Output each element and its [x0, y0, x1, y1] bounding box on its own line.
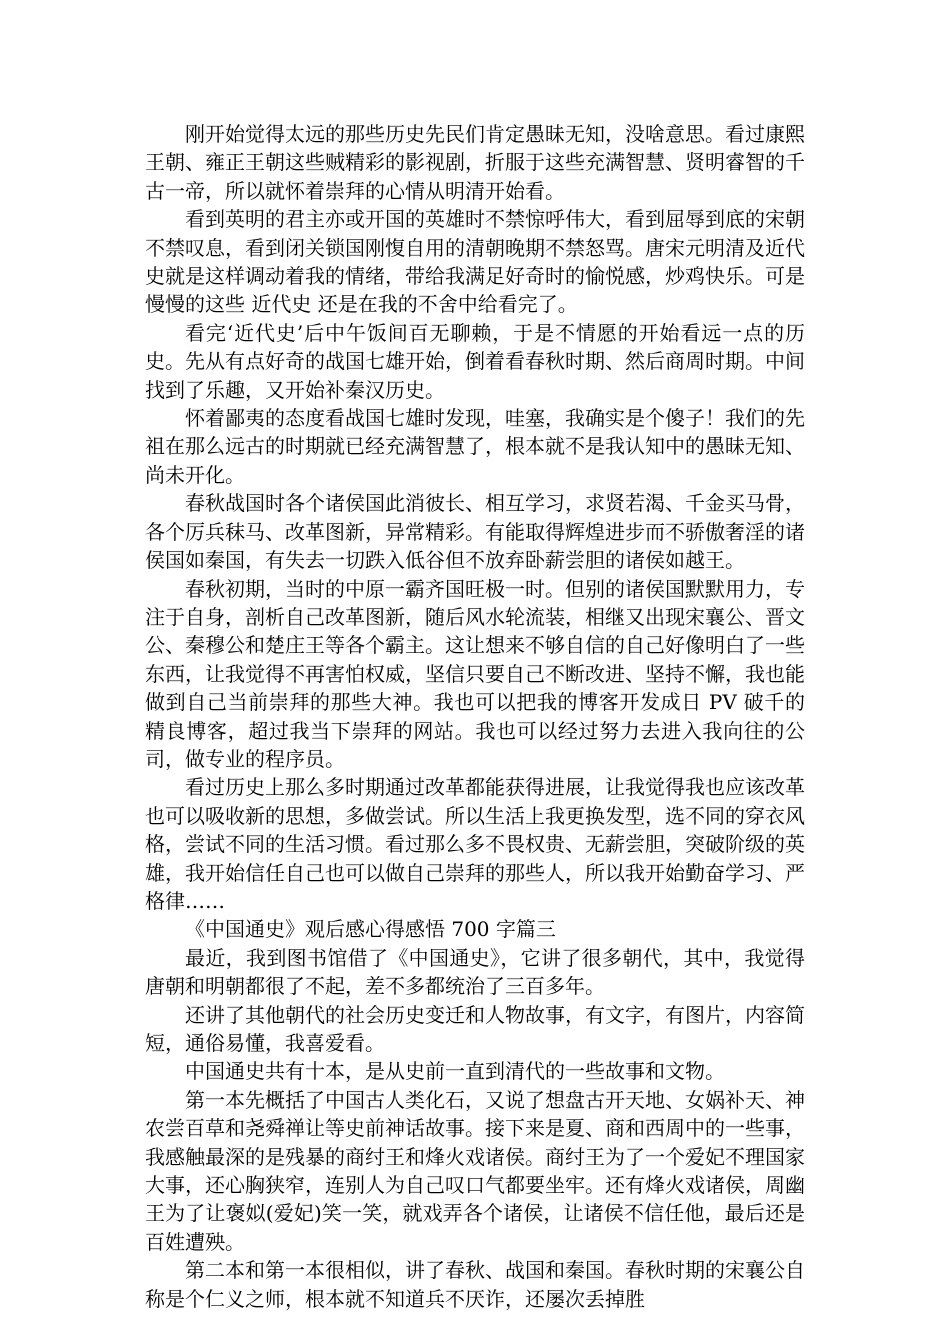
paragraph: 还讲了其他朝代的社会历史变迁和人物故事，有文字，有图片，内容简短，通俗易懂，我喜爱看。	[145, 1002, 805, 1055]
paragraph: 第二本和第一本很相似，讲了春秋、战国和秦国。春秋时期的宋襄公自称是个仁义之师，根本就不知道兵不厌诈，还屡次丢掉胜	[145, 1258, 805, 1311]
paragraph: 看完‘近代史’后中午饭间百无聊赖，于是不情愿的开始看远一点的历史。先从有点好奇的战国七雄开始，倒着看春秋时期、然后商周时期。中间找到了乐趣，又开始补秦汉历史。	[145, 320, 805, 402]
paragraph: 看到英明的君主亦或开国的英雄时不禁惊呼伟大，看到屈辱到底的宋朝不禁叹息，看到闭关锁国刚愎自用的清朝晚期不禁怒骂。唐宋元明清及近代史就是这样调动着我的情绪，带给我满足好奇时的愉悦感，炒鸡快乐。可是慢慢的这些 近代史 还是在我的不舍中给看完了。	[145, 207, 805, 317]
paragraph: 看过历史上那么多时期通过改革都能获得进展，让我觉得我也应该改革也可以吸收新的思想，多做尝试。所以生活上我更换发型，选不同的穿衣风格，尝试不同的生活习惯。看过那么多不畏权贵、无薪尝胆，突破阶级的英雄，我开始信任自己也可以做自己崇拜的那些人，所以我开始勤奋学习、严格律……	[145, 775, 805, 913]
paragraph: 春秋战国时各个诸侯国此消彼长、相互学习，求贤若渴、千金买马骨，各个厉兵秣马、改革图新，异常精彩。有能取得辉煌进步而不骄傲奢淫的诸侯国如秦国，有失去一切跌入低谷但不放弃卧薪尝胆的诸侯如越王。	[145, 491, 805, 573]
paragraph: 第一本先概括了中国古人类化石，又说了想盘古开天地、女娲补天、神农尝百草和尧舜禅让等史前神话故事。接下来是夏、商和西周中的一些事，我感触最深的是残暴的商纣王和烽火戏诸侯。商纣王为了一个爱妃不理国家大事，还心胸狭窄，连别人为自己叹口气都要坐牢。还有烽火戏诸侯，周幽王为了让褒姒(爱妃)笑一笑，就戏弄各个诸侯，让诸侯不信任他，最后还是百姓遭殃。	[145, 1087, 805, 1254]
document-body	[145, 120, 805, 1313]
paragraph: 春秋初期，当时的中原一霸齐国旺极一时。但别的诸侯国默默用力，专注于自身，剖析自己改革图新，随后风水轮流装，相继又出现宋襄公、晋文公、秦穆公和楚庄王等各个霸主。这让想来不够自信的自己好像明白了一些东西，让我觉得不再害怕权威，坚信只要自己不断改进、坚持不懈，我也能做到自己当前崇拜的那些大神。我也可以把我的博客开发成日 PV 破千的精良博客，超过我当下崇拜的网站。我也可以经过努力去进入我向往的公司，做专业的程序员。	[145, 576, 805, 771]
paragraph: 刚开始觉得太远的那些历史先民们肯定愚昧无知，没啥意思。看过康熙王朝、雍正王朝这些贼精彩的影视剧，折服于这些充满智慧、贤明睿智的千古一帝，所以就怀着崇拜的心情从明清开始看。	[145, 122, 805, 203]
paragraph: 中国通史共有十本，是从史前一直到清代的一些故事和文物。	[185, 1059, 725, 1084]
paragraph: 怀着鄙夷的态度看战国七雄时发现，哇塞，我确实是个傻子！我们的先祖在那么远古的时期就已经充满智慧了，根本就不是我认知中的愚昧无知、尚未开化。	[145, 406, 805, 487]
section-heading: 《中国通史》观后感心得感悟 700 字篇三	[185, 917, 556, 942]
paragraph: 最近，我到图书馆借了《中国通史》，它讲了很多朝代，其中，我觉得唐朝和明朝都很了不起，差不多都统治了三百多年。	[145, 945, 805, 999]
